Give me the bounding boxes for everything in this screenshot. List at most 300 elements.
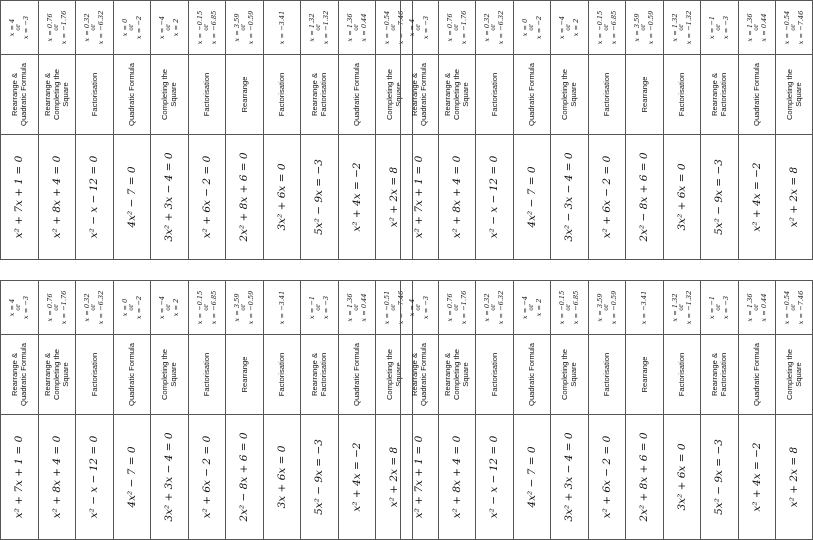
solution-value: x = 1.36: [745, 293, 754, 322]
solution-or: or: [415, 24, 423, 31]
equation-card: 5x² − 9x = −3: [701, 415, 738, 540]
solution-value: x = −3: [722, 295, 731, 320]
solution-value: x = 3.59: [633, 13, 642, 42]
equation-card: 4x² − 7 = 0: [114, 415, 151, 540]
method-card: Factorisation: [264, 55, 301, 135]
solution-value: x = −0.59: [247, 290, 256, 325]
card-row: [263, 0, 301, 260]
solution-value: x = −1.76: [59, 290, 68, 325]
solution-value: x = 2: [534, 298, 543, 317]
solution-value: x = 4: [408, 298, 417, 317]
solution-card: [551, 0, 588, 55]
solution-card: [514, 280, 551, 335]
solution-card: [114, 0, 151, 55]
solution-value: x = 1.32: [308, 13, 317, 42]
card-row: [513, 0, 551, 260]
solution-value: x = 2: [172, 298, 181, 317]
solution-or: or: [352, 304, 360, 311]
method-card: Rearrange & Quadratic Formula: [1, 55, 38, 135]
solution-value: x = −3: [422, 15, 431, 40]
solution-value: x = −0.15: [195, 290, 204, 325]
solution-value: x = −3: [422, 295, 431, 320]
solution-card: [301, 280, 338, 335]
equation-card: x² + 4x = −2: [739, 135, 776, 260]
method-card: Rearrange & Factorisation: [301, 335, 338, 415]
solution-value: x = 0.32: [83, 293, 92, 322]
card-row: [550, 280, 588, 540]
equation-card: x² + 8x + 4 = 0: [439, 135, 476, 260]
solution-or: or: [527, 304, 535, 311]
solution-value: x = −4: [520, 295, 529, 320]
card-row: [338, 0, 376, 260]
method-card: Quadratic Formula: [339, 335, 376, 415]
equation-card: x² + 7x + 1 = 0: [401, 415, 438, 540]
equation-card: 3x² + 3x − 4 = 0: [551, 415, 588, 540]
solution-or: or: [789, 304, 797, 311]
solution-value: x = −1: [708, 295, 717, 320]
card-row: [263, 280, 301, 540]
equation-card: x² − x − 12 = 0: [76, 135, 113, 260]
method-card: Completing the Square: [776, 335, 812, 415]
equation-card: x² + 2x = 8: [776, 135, 812, 260]
equation-card: x² + 7x + 1 = 0: [1, 135, 38, 260]
solution-card: [476, 280, 513, 335]
card-grid: [0, 0, 405, 260]
card-row: [738, 280, 776, 540]
solution-value: x = −6.32: [497, 290, 506, 325]
method-card: Quadratic Formula: [514, 55, 551, 135]
solution-value: x = 1.32: [670, 13, 679, 42]
equation-card: 2x² + 8x + 6 = 0: [626, 415, 663, 540]
equation-card: 5x² − 9x = −3: [701, 135, 738, 260]
equation-card: x² + 8x + 4 = 0: [39, 415, 76, 540]
solution-or: or: [127, 304, 135, 311]
solution-value: x = −3.41: [277, 10, 286, 45]
solution-value: x = −6.85: [572, 290, 581, 325]
solution-value: x = 0.76: [445, 13, 454, 42]
equation-card: 4x² − 7 = 0: [514, 135, 551, 260]
solution-value: x = 0: [120, 18, 129, 37]
equation-card: x² + 4x = −2: [339, 415, 376, 540]
method-card: Quadratic Formula: [114, 55, 151, 135]
equation-card: 5x² − 9x = −3: [301, 415, 338, 540]
solution-or: or: [490, 24, 498, 31]
solution-card: [189, 280, 226, 335]
solution-value: x = 0.76: [45, 293, 54, 322]
solution-or: or: [789, 24, 797, 31]
solution-value: x = 3.59: [233, 13, 242, 42]
solution-value: x = 0: [120, 298, 129, 317]
card-row: [188, 280, 226, 540]
equation-card: x² + 4x = −2: [739, 415, 776, 540]
solution-value: x = −1: [708, 15, 717, 40]
solution-value: x = −1.32: [684, 290, 693, 325]
solution-value: x = −4: [158, 295, 167, 320]
method-card: Rearrange & Quadratic Formula: [1, 335, 38, 415]
method-card: Completing the Square: [376, 335, 412, 415]
card-row: [338, 280, 376, 540]
solution-value: x = 0.44: [359, 293, 368, 322]
method-card: Completing the Square: [776, 55, 812, 135]
solution-card: [739, 0, 776, 55]
solution-or: or: [52, 304, 60, 311]
method-card: Rearrange: [226, 335, 263, 415]
solution-card: [589, 0, 626, 55]
solution-value: x = 1.32: [670, 293, 679, 322]
card-grid: [400, 280, 805, 540]
method-card: Factorisation: [76, 55, 113, 135]
equation-card: x² + 6x − 2 = 0: [589, 415, 626, 540]
solution-or: or: [52, 24, 60, 31]
method-card: Factorisation: [589, 55, 626, 135]
solution-or: or: [202, 24, 210, 31]
solution-or: or: [240, 304, 248, 311]
card-row: [150, 280, 188, 540]
card-grid: [0, 280, 405, 540]
method-card: Completing the Square: [376, 55, 412, 135]
card-row: [400, 280, 438, 540]
method-card: Rearrange & Completing the Square: [439, 335, 476, 415]
card-row: [513, 280, 551, 540]
card-row: [588, 280, 626, 540]
method-card: Factorisation: [589, 335, 626, 415]
card-row: [0, 280, 38, 540]
solution-value: x = −0.15: [195, 10, 204, 45]
card-sort-panel-bottom-right: [400, 280, 805, 540]
card-row: [225, 280, 263, 540]
solution-value: x = −3: [322, 295, 331, 320]
equation-card: x² − x − 12 = 0: [76, 415, 113, 540]
card-row: [400, 0, 438, 260]
solution-value: x = 0.44: [759, 13, 768, 42]
solution-value: x = 0.44: [359, 13, 368, 42]
equation-card: 3x² + 6x = 0: [664, 135, 701, 260]
card-row: [700, 280, 738, 540]
method-card: Rearrange & Quadratic Formula: [401, 55, 438, 135]
card-row: [225, 0, 263, 260]
equation-card: 3x² + 3x − 4 = 0: [151, 135, 188, 260]
method-card: Completing the Square: [151, 335, 188, 415]
card-row: [113, 0, 151, 260]
solution-card: [151, 280, 188, 335]
solution-or: or: [15, 304, 23, 311]
equation-card: x² + 7x + 1 = 0: [1, 415, 38, 540]
solution-or: or: [565, 24, 573, 31]
equation-card: x² + 8x + 4 = 0: [39, 135, 76, 260]
solution-or: or: [315, 304, 323, 311]
solution-card: [339, 0, 376, 55]
method-card: Rearrange & Quadratic Formula: [401, 335, 438, 415]
method-card: Rearrange: [626, 335, 663, 415]
solution-value: x = 1.36: [345, 13, 354, 42]
equation-card: 2x² − 8x + 6 = 0: [226, 415, 263, 540]
solution-value: x = −0.54: [782, 290, 791, 325]
card-row: [475, 280, 513, 540]
method-card: Quadratic Formula: [514, 335, 551, 415]
equation-card: 5x² − 9x = −3: [301, 135, 338, 260]
solution-or: or: [677, 304, 685, 311]
solution-or: or: [752, 304, 760, 311]
solution-value: x = 0.32: [483, 13, 492, 42]
card-row: [663, 0, 701, 260]
card-row: [700, 0, 738, 260]
solution-value: x = 0.76: [445, 293, 454, 322]
card-row: [75, 280, 113, 540]
method-card: Factorisation: [476, 55, 513, 135]
card-row: [475, 0, 513, 260]
card-row: [300, 280, 338, 540]
solution-value: x = 0: [520, 18, 529, 37]
card-row: [113, 280, 151, 540]
solution-or: or: [452, 304, 460, 311]
card-row: [438, 280, 476, 540]
solution-card: [439, 0, 476, 55]
solution-value: x = −1.32: [684, 10, 693, 45]
solution-value: x = 3.59: [233, 293, 242, 322]
solution-or: or: [240, 24, 248, 31]
equation-card: 2x² − 8x + 6 = 0: [626, 135, 663, 260]
solution-card: [301, 0, 338, 55]
solution-value: x = −4: [558, 15, 567, 40]
method-card: Quadratic Formula: [739, 55, 776, 135]
solution-card: [76, 280, 113, 335]
method-card: Rearrange: [626, 55, 663, 135]
card-sort-panel-top-left: [0, 0, 405, 260]
solution-value: x = −0.51: [382, 290, 391, 325]
solution-or: or: [90, 24, 98, 31]
solution-value: x = 0.32: [483, 293, 492, 322]
solution-value: x = −4: [158, 15, 167, 40]
solution-or: or: [490, 304, 498, 311]
solution-card: [1, 0, 38, 55]
solution-value: x = −6.32: [97, 290, 106, 325]
solution-or: or: [202, 304, 210, 311]
solution-or: or: [715, 24, 723, 31]
solution-or: or: [677, 24, 685, 31]
solution-value: x = 4: [408, 18, 417, 37]
method-card: Completing the Square: [551, 335, 588, 415]
solution-card: [264, 0, 301, 55]
solution-value: x = 3.59: [595, 293, 604, 322]
solution-value: x = −0.59: [647, 10, 656, 45]
solution-value: x = −6.32: [497, 10, 506, 45]
method-card: Factorisation: [664, 55, 701, 135]
solution-value: x = 0.76: [45, 13, 54, 42]
solution-card: [39, 280, 76, 335]
card-row: [0, 0, 38, 260]
solution-card: [776, 280, 812, 335]
solution-value: x = −7.46: [796, 290, 805, 325]
solution-or: or: [602, 24, 610, 31]
method-card: Factorisation: [189, 55, 226, 135]
equation-card: x² + 6x − 2 = 0: [189, 135, 226, 260]
solution-value: x = −0.59: [609, 290, 618, 325]
card-row: [775, 0, 813, 260]
method-card: Rearrange & Completing the Square: [39, 335, 76, 415]
method-card: Factorisation: [264, 335, 301, 415]
solution-or: or: [389, 24, 397, 31]
solution-value: x = −7.46: [796, 10, 805, 45]
solution-value: x = 4: [8, 18, 17, 37]
solution-card: [226, 0, 263, 55]
solution-value: x = −3: [22, 15, 31, 40]
solution-card: [739, 280, 776, 335]
equation-card: 3x² + 6x = 0: [664, 415, 701, 540]
solution-value: x = −0.15: [558, 290, 567, 325]
method-card: Rearrange & Factorisation: [701, 55, 738, 135]
method-card: Quadratic Formula: [339, 55, 376, 135]
solution-card: [39, 0, 76, 55]
card-row: [625, 280, 663, 540]
solution-card: [189, 0, 226, 55]
solution-card: [589, 280, 626, 335]
solution-value: x = −0.54: [382, 10, 391, 45]
solution-value: x = −1: [308, 295, 317, 320]
method-card: Factorisation: [664, 335, 701, 415]
solution-or: or: [165, 24, 173, 31]
equation-card: x² − x − 12 = 0: [476, 135, 513, 260]
equation-card: 3x² + 6x = 0: [264, 135, 301, 260]
solution-or: or: [352, 24, 360, 31]
solution-card: [664, 0, 701, 55]
solution-card: [514, 0, 551, 55]
method-card: Completing the Square: [151, 55, 188, 135]
solution-value: x = −6.85: [209, 10, 218, 45]
equation-card: x² + 2x = 8: [376, 135, 412, 260]
solution-value: x = 2: [572, 18, 581, 37]
solution-card: [226, 280, 263, 335]
card-grid: [400, 0, 805, 260]
solution-or: or: [389, 304, 397, 311]
equation-card: x² + 2x = 8: [376, 415, 412, 540]
solution-or: or: [315, 24, 323, 31]
equation-card: x² − x − 12 = 0: [476, 415, 513, 540]
card-row: [38, 0, 76, 260]
solution-value: x = −0.54: [782, 10, 791, 45]
equation-card: x² + 2x = 8: [776, 415, 812, 540]
solution-card: [476, 0, 513, 55]
method-card: Rearrange & Factorisation: [301, 55, 338, 135]
solution-card: [264, 280, 301, 335]
solution-value: x = −6.85: [209, 290, 218, 325]
solution-or: or: [565, 304, 573, 311]
card-row: [300, 0, 338, 260]
solution-or: or: [715, 304, 723, 311]
solution-value: x = −1.76: [459, 290, 468, 325]
method-card: Quadratic Formula: [739, 335, 776, 415]
solution-value: x = −2: [534, 15, 543, 40]
equation-card: x² + 6x − 2 = 0: [589, 135, 626, 260]
solution-or: or: [127, 24, 135, 31]
card-row: [738, 0, 776, 260]
method-card: Factorisation: [76, 335, 113, 415]
solution-card: [401, 0, 438, 55]
method-card: Factorisation: [476, 335, 513, 415]
solution-or: or: [602, 304, 610, 311]
equation-card: 4x² − 7 = 0: [114, 135, 151, 260]
card-row: [38, 280, 76, 540]
solution-card: [76, 0, 113, 55]
equation-card: 2x² + 8x + 6 = 0: [226, 135, 263, 260]
solution-card: [151, 0, 188, 55]
card-sort-panel-top-right: [400, 0, 805, 260]
solution-value: x = −3.41: [277, 290, 286, 325]
solution-card: [339, 280, 376, 335]
solution-or: or: [415, 304, 423, 311]
card-row: [625, 0, 663, 260]
equation-card: x² + 6x − 2 = 0: [189, 415, 226, 540]
solution-value: x = −7.46: [396, 290, 405, 325]
equation-card: x² + 8x + 4 = 0: [439, 415, 476, 540]
card-sort-panel-bottom-left: [0, 280, 405, 540]
solution-value: x = 1.36: [345, 293, 354, 322]
solution-value: x = −3: [722, 15, 731, 40]
method-card: Factorisation: [189, 335, 226, 415]
solution-card: [401, 280, 438, 335]
solution-value: x = −7.46: [396, 10, 405, 45]
card-row: [663, 280, 701, 540]
solution-card: [626, 280, 663, 335]
solution-or: or: [15, 24, 23, 31]
method-card: Completing the Square: [551, 55, 588, 135]
method-card: Rearrange & Factorisation: [701, 335, 738, 415]
solution-value: x = 4: [8, 298, 17, 317]
equation-card: 3x² + 3x − 4 = 0: [151, 415, 188, 540]
method-card: Quadratic Formula: [114, 335, 151, 415]
solution-value: x = −3: [22, 295, 31, 320]
solution-value: x = −1.76: [459, 10, 468, 45]
solution-value: x = −3.41: [640, 290, 649, 325]
solution-value: x = 1.36: [745, 13, 754, 42]
solution-value: x = −2: [134, 15, 143, 40]
solution-value: x = −1.76: [59, 10, 68, 45]
solution-card: [776, 0, 812, 55]
solution-card: [701, 280, 738, 335]
solution-card: [439, 280, 476, 335]
solution-value: x = 2: [172, 18, 181, 37]
solution-card: [664, 280, 701, 335]
equation-card: x² + 7x + 1 = 0: [401, 135, 438, 260]
solution-or: or: [640, 24, 648, 31]
card-row: [588, 0, 626, 260]
solution-card: [551, 280, 588, 335]
solution-or: or: [90, 304, 98, 311]
solution-value: x = −6.32: [97, 10, 106, 45]
solution-card: [114, 280, 151, 335]
equation-card: 3x² − 3x − 4 = 0: [551, 135, 588, 260]
equation-card: 3x + 6x = 0: [264, 415, 301, 540]
card-row: [188, 0, 226, 260]
method-card: Rearrange: [226, 55, 263, 135]
solution-value: x = 0.44: [759, 293, 768, 322]
solution-value: x = 0.32: [83, 13, 92, 42]
solution-value: x = −0.15: [595, 10, 604, 45]
solution-card: [1, 280, 38, 335]
solution-card: [701, 0, 738, 55]
solution-or: or: [165, 304, 173, 311]
method-card: Rearrange & Completing the Square: [39, 55, 76, 135]
solution-or: or: [527, 24, 535, 31]
solution-value: x = −0.59: [247, 10, 256, 45]
card-row: [150, 0, 188, 260]
solution-or: or: [452, 24, 460, 31]
equation-card: x² + 4x = −2: [339, 135, 376, 260]
solution-value: x = −2: [134, 295, 143, 320]
method-card: Rearrange & Completing the Square: [439, 55, 476, 135]
card-row: [550, 0, 588, 260]
card-row: [75, 0, 113, 260]
card-row: [438, 0, 476, 260]
